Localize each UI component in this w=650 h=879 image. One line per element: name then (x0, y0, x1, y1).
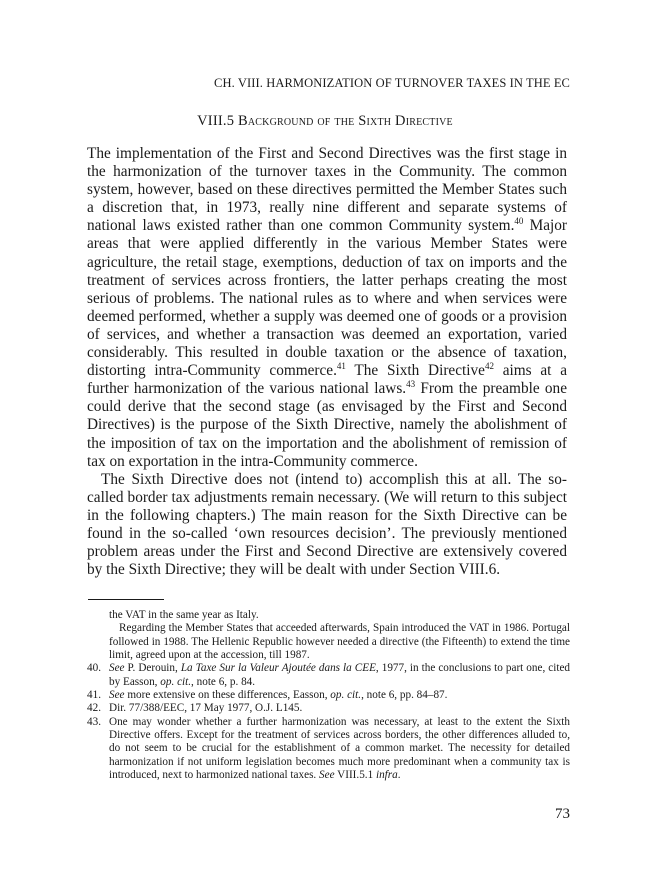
footnote-40 (87, 662, 570, 689)
section-title (0, 113, 650, 130)
fn-part: more extensive on these differences, Easson, (124, 689, 331, 702)
footnote-number: 40. (87, 662, 101, 675)
footnote-number: 41. (87, 689, 101, 702)
p1-text-3: The Sixth Directive (345, 362, 485, 380)
footnote-text (109, 689, 570, 702)
p1-text-4: aims at a further harmonization of the various national laws. (87, 362, 567, 398)
op-cit: op. cit. (160, 675, 192, 688)
footnote-text: Dir. 77/388/EEC, 17 May 1977, O.J. L145. (109, 702, 303, 715)
footnote-43 (87, 716, 570, 783)
see-ref: See (319, 769, 335, 782)
footnote-ref-40: 40 (514, 216, 524, 227)
see-ref: See (109, 689, 125, 702)
fn-part: . (397, 769, 401, 782)
fn-part: VIII.5.1 (334, 769, 376, 782)
footnotes (87, 609, 570, 782)
footnote-ref-42: 42 (484, 361, 494, 372)
p1-text-2: Major areas that were applied differently in the various Member States were agriculture, the retail stage, exemptions, deduction of tax on imports and the treatment of services across frontiers, the latter perhaps creating the most serious of problems. The national rules as to where and when services were deemed performed, whether a supply was deemed one of goods or a provision of services, and whether a transaction was deemed an exportation, varied considerably. This resulted in double taxation or the absence of taxation, distorting intra-Community commerce. (87, 217, 567, 380)
footnote-text (109, 662, 570, 689)
page-number: 73 (555, 806, 570, 822)
p1-text-5: From the preamble one could derive that the second stage (as envisaged by the First and Second Directives) is the purpose of the Sixth Directive, namely the abolishment of the imposition of tax on the importation and the abolishment of remission of tax on exportation in the intra-Community commerce. (87, 380, 567, 470)
op-cit: op. cit. (330, 689, 362, 702)
body-text (87, 145, 567, 579)
footnote-continuation: Regarding the Member States that acceeded afterwards, Spain introduced the VAT in 1986. Portugal followed in 1988. The Hellenic Republic however needed a directive (the Fifteenth) to extend the time limit, agreed upon at the accession, till 1987. (109, 622, 570, 662)
section-title-text: Background of the Sixth Directive (238, 113, 453, 129)
footnote-42 (87, 702, 570, 715)
fn-part: P. Derouin, (124, 662, 181, 675)
fn-part: , note 6, pp. 84–87. (361, 689, 448, 702)
fn-part: One may wonder whether a further harmonization was necessary, at least to the extent the Sixth Directive offers. Except for the treatment of services across borders, the other differences alluded to, do not seem to be crucial for the establishment of a common market. The necessity for detailed harmonization if not uniform legislation becomes much more predominant when a community tax is introduced, next to harmonized national taxes. (109, 715, 570, 782)
footnote-continuation: the VAT in the same year as Italy. (109, 609, 259, 621)
footnote-41 (87, 689, 570, 702)
fn-part: , 1977, in the conclusions to part one, cited by Easson, (109, 662, 571, 688)
fn-part: , note 6, p. 84. (191, 675, 256, 688)
paragraph-2: The Sixth Directive does not (intend to) accomplish this at all. The so-called border tax adjustments remain necessary. (We will return to this subject in the following chapters.) The main reason for the Sixth Directive can be found in the so-called ‘own resources decision’. The previously mentioned problem areas under the First and Second Directive are extensively covered by the Sixth Directive; they will be dealt with under Section VIII.6. (87, 470, 567, 579)
footnote-ref-43: 43 (406, 379, 416, 390)
footnote-number: 42. (87, 702, 101, 715)
footnote-number: 43. (87, 715, 101, 728)
p1-text-1: The implementation of the First and Second Directives was the first stage in the harmonization of the turnover taxes in the Community. The common system, however, based on these directives permitted the Member States such a discretion that, in 1973, really nine different and separate systems of national laws existed rather than one common Community system. (87, 145, 567, 235)
footnote-separator (88, 599, 164, 600)
section-number: VIII.5 (197, 113, 235, 129)
cited-title: La Taxe Sur la Valeur Ajoutée dans la CEE (180, 662, 376, 675)
footnote-text (109, 716, 570, 783)
see-ref: See (109, 662, 125, 675)
paragraph-1 (87, 145, 567, 471)
footnote-ref-41: 41 (336, 361, 346, 372)
running-head: CH. VIII. HARMONIZATION OF TURNOVER TAXES IN THE EC (214, 76, 570, 90)
infra-ref: infra (375, 769, 398, 782)
